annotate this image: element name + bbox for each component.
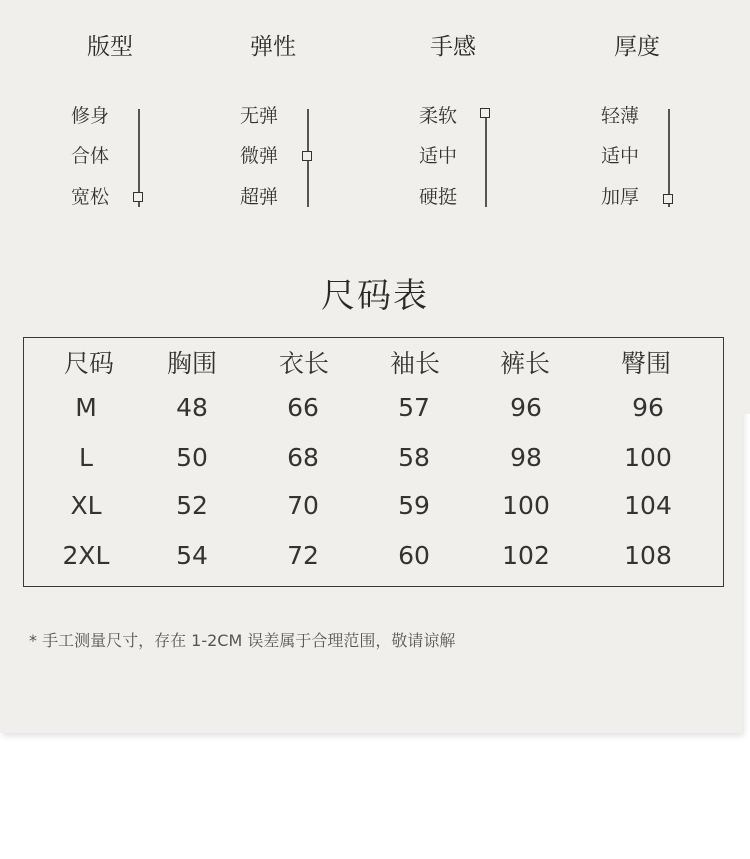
- table-cell: 68: [287, 443, 319, 472]
- table-cell: 72: [287, 541, 319, 570]
- table-cell: 100: [624, 443, 672, 472]
- table-cell: 57: [398, 393, 430, 422]
- table-cell: 96: [510, 393, 542, 422]
- header-sleeve: 袖长: [389, 349, 440, 378]
- stretch-title: 弹性: [250, 34, 296, 60]
- table-cell: 48: [176, 393, 208, 422]
- table-cell: 50: [176, 443, 208, 472]
- stretch-option-none: 无弹: [240, 105, 279, 127]
- thickness-option-thin: 轻薄: [601, 105, 640, 127]
- table-cell: 70: [287, 491, 319, 520]
- thickness-title: 厚度: [614, 34, 660, 60]
- feel-option-medium: 适中: [419, 145, 458, 167]
- stretch-option-slight: 微弹: [240, 145, 279, 167]
- fit-title: 版型: [87, 34, 133, 60]
- stretch-option-high: 超弹: [240, 186, 279, 208]
- thickness-selected-marker: [663, 194, 673, 204]
- stretch-selected-marker: [302, 151, 312, 161]
- feel-option-soft: 柔软: [419, 105, 458, 127]
- header-pants: 裤长: [499, 349, 550, 378]
- header-hip: 臀围: [620, 349, 671, 378]
- table-cell: 100: [502, 491, 550, 520]
- side-panel-strip: [742, 0, 750, 414]
- table-cell: 66: [287, 393, 319, 422]
- table-cell: 52: [176, 491, 208, 520]
- size-chart-title: 尺码表: [321, 276, 429, 316]
- table-cell: 2XL: [62, 541, 110, 570]
- header-length: 衣长: [278, 349, 329, 378]
- table-cell: 96: [632, 393, 664, 422]
- feel-selected-marker: [480, 108, 490, 118]
- table-cell: M: [75, 393, 97, 422]
- header-chest: 胸围: [166, 349, 217, 378]
- fit-option-slim: 修身: [71, 105, 110, 127]
- table-cell: L: [79, 443, 93, 472]
- table-cell: 102: [502, 541, 550, 570]
- feel-option-stiff: 硬挺: [419, 186, 458, 208]
- thickness-option-thick: 加厚: [601, 186, 640, 208]
- header-size: 尺码: [63, 349, 114, 378]
- table-cell: 60: [398, 541, 430, 570]
- table-cell: XL: [70, 491, 102, 520]
- size-table: [23, 337, 724, 587]
- table-cell: 59: [398, 491, 430, 520]
- thickness-scale-line: [668, 109, 670, 207]
- fit-option-loose: 宽松: [71, 186, 110, 208]
- measurement-footnote: * 手工测量尺寸，存在 1-2CM 误差属于合理范围，敬请谅解: [29, 631, 456, 650]
- fit-option-regular: 合体: [71, 145, 110, 167]
- table-cell: 98: [510, 443, 542, 472]
- table-cell: 108: [624, 541, 672, 570]
- thickness-option-medium: 适中: [601, 145, 640, 167]
- feel-scale-line: [485, 109, 487, 207]
- table-cell: 58: [398, 443, 430, 472]
- fit-selected-marker: [133, 192, 143, 202]
- feel-title: 手感: [430, 34, 476, 60]
- table-cell: 104: [624, 491, 672, 520]
- table-cell: 54: [176, 541, 208, 570]
